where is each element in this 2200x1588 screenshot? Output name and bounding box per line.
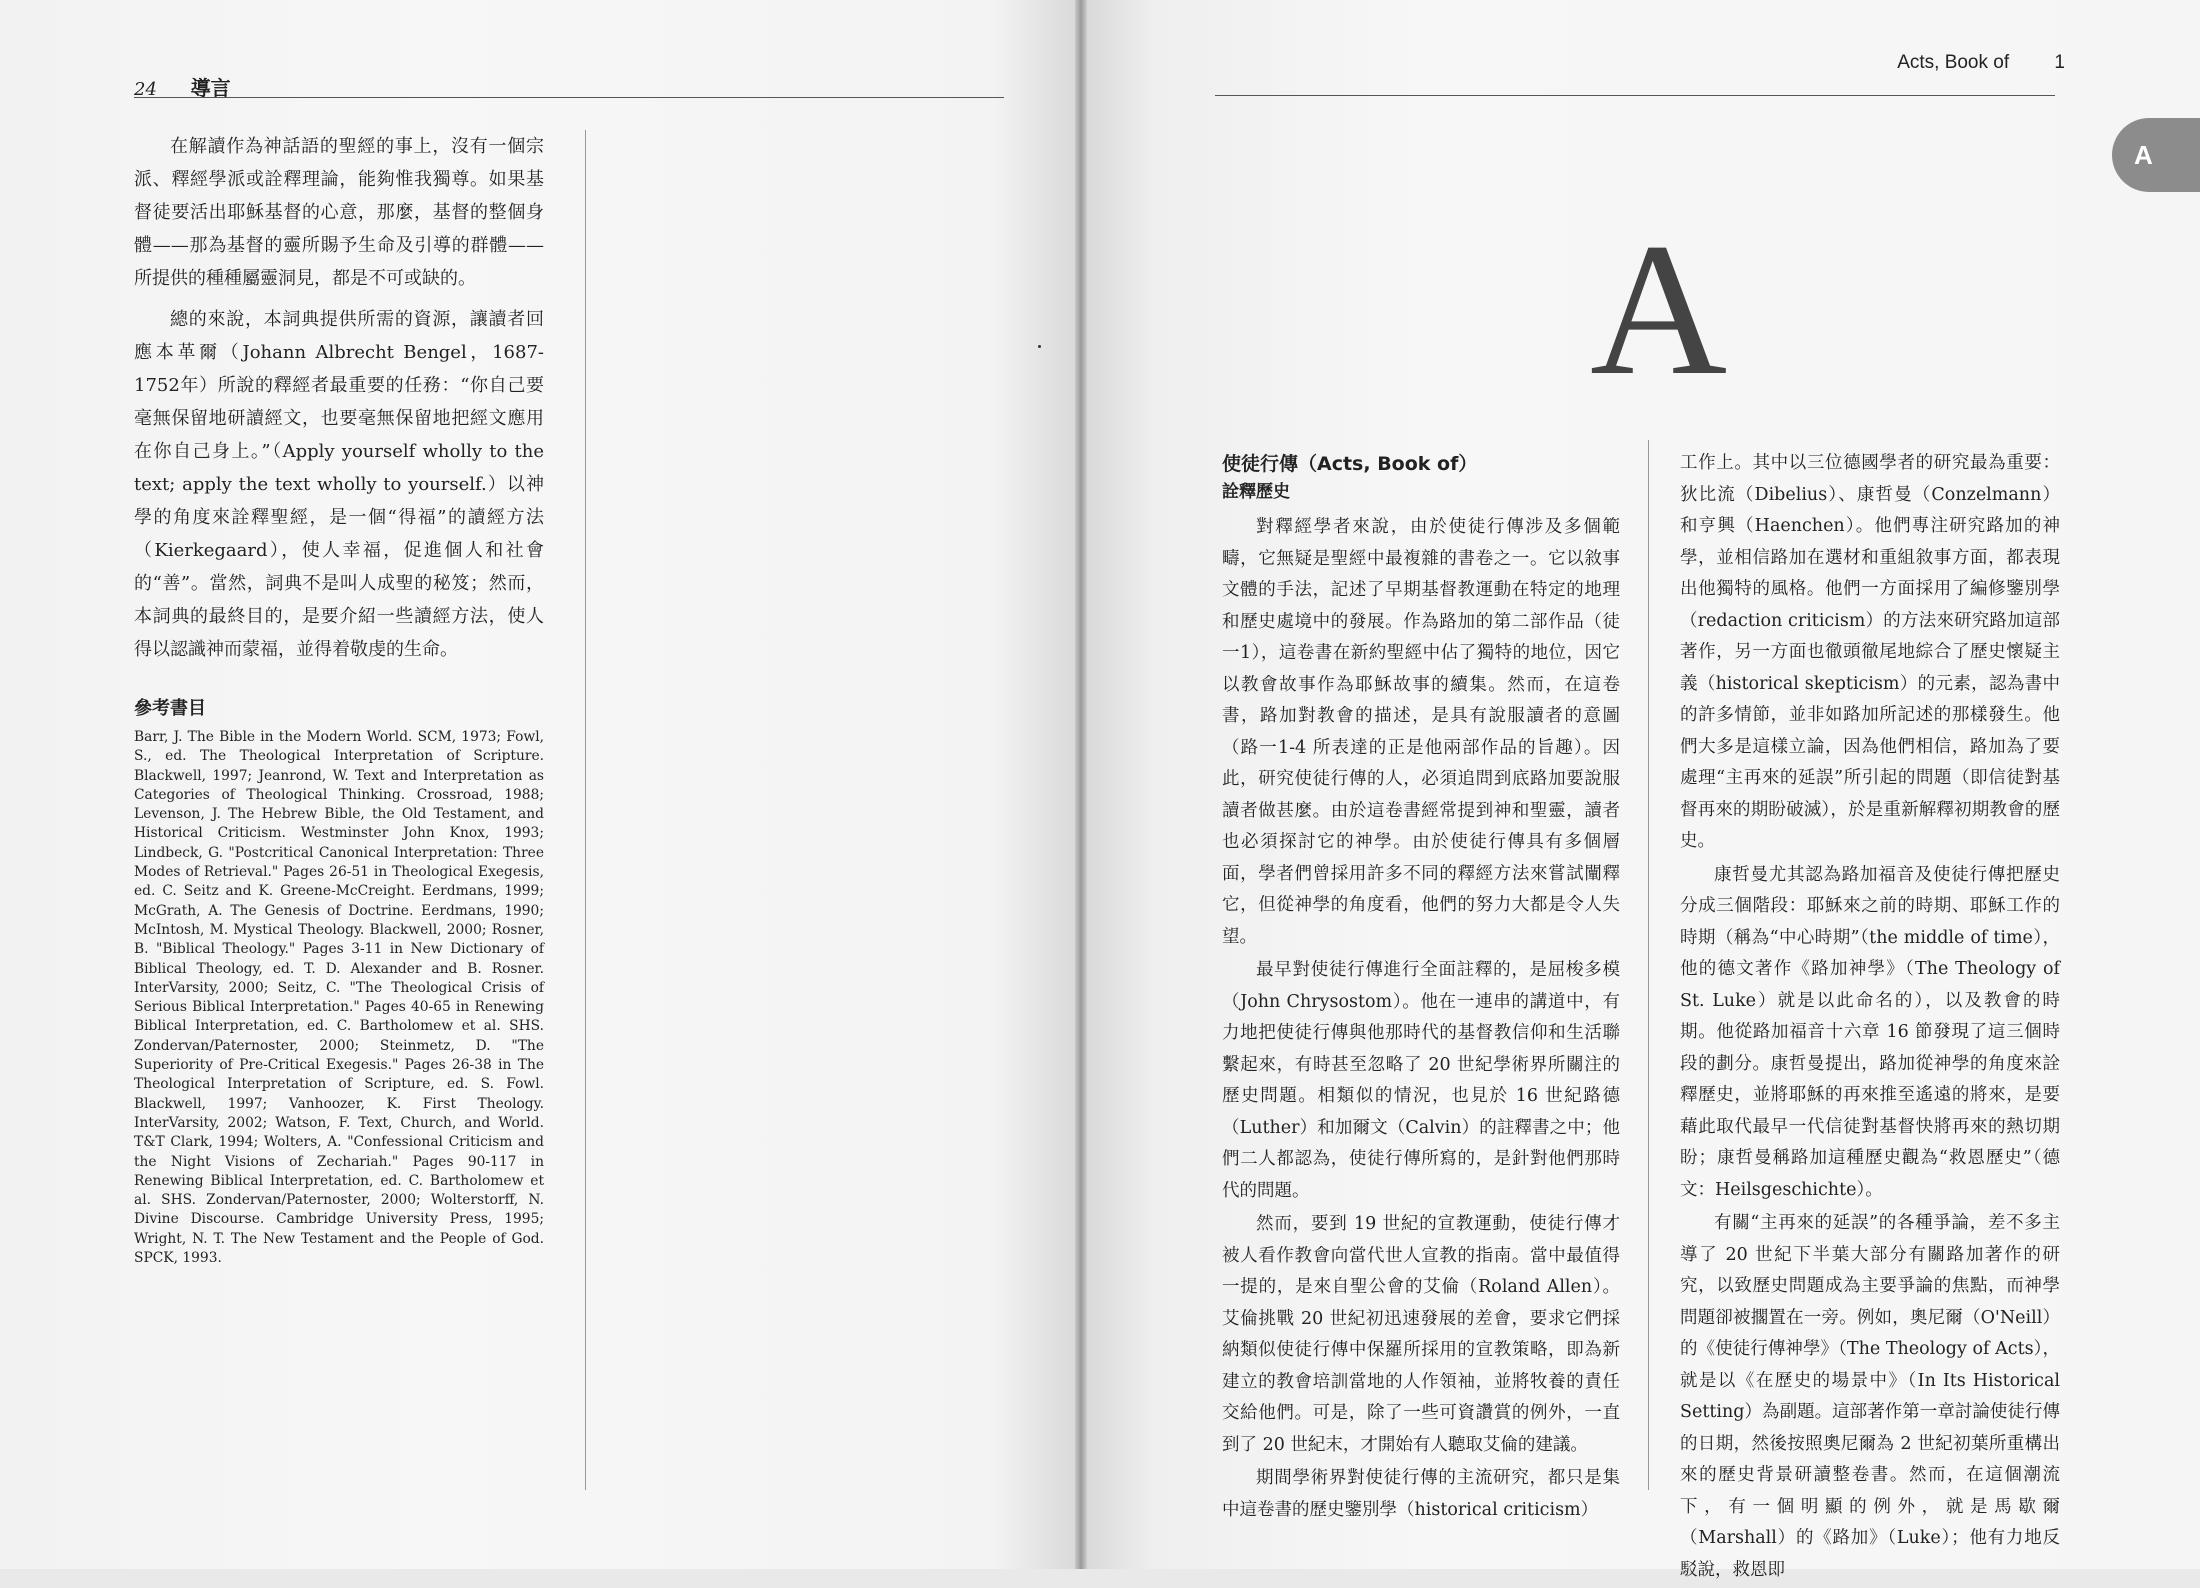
left-page-number: 24 — [134, 79, 157, 100]
entry-title: 使徒行傳（Acts, Book of） — [1222, 453, 1478, 475]
col2-paragraph-3: 有關“主再來的延誤”的各種爭論，差不多主導了 20 世紀下半葉大部分有關路加著作的研究，以致歷史問題成為主要爭論的焦點，而神學問題卻被擱置在一旁。例如，奧尼爾（O'Neill）的《使徒行傳神學》（The Theology of Acts），就是以《在歷史的場景中》（In Its Historical Setting）為副題。這部著作第一章討論使徒行傳的日期，然後按照奧尼爾為 2 世紀初葉所重構出來的歷史背景研讀整卷書。然而，在這個潮流下，有一個明顯的例外，就是馬歇爾（Marshall）的《路加》（Luke）；他有力地反駁說，救恩即 — [1680, 1213, 2060, 1580]
col2-paragraph-1: 工作上。其中以三位德國學者的研究最為重要：狄比流（Dibelius）、康哲曼（Conzelmann）和亨興（Haenchen）。他們專注研究路加的神學，並相信路加在選材和重組敘事方面，都表現出他獨特的風格。他們一方面採用了編修鑒別學（redaction criticism）的方法來研究路加這部著作，另一方面也徹頭徹尾地綜合了歷史懷疑主義（historical skepticism）的元素，認為書中的許多情節，並非如路加所記述的那樣發生。他們大多是這樣立論，因為他們相信，路加為了要處理“主再來的延誤”所引起的問題（即信徒對基督再來的期盼破滅），於是重新解釋初期教會的歷史。 — [1680, 453, 2060, 851]
col1-paragraph-3: 然而，要到 19 世紀的宣教運動，使徒行傳才被人看作教會向當代世人宣教的指南。當中最值得一提的，是來自聖公會的艾倫（Roland Allen）。艾倫挑戰 20 世紀初迅速發展的差會，要求它們採納類似使徒行傳中保羅所採用的宣教策略，即為新建立的教會培訓當地的人作領袖，並將牧養的責任交給他們。可是，除了一些可資讚賞的例外，一直到了 20 世紀末，才開始有人聽取艾倫的建議。 — [1222, 1214, 1620, 1455]
entry-subtitle: 詮釋歷史 — [1222, 482, 1290, 502]
section-letter: A — [1590, 205, 1728, 415]
col1-paragraph-4: 期間學術界對使徒行傳的主流研究，都只是集中這卷書的歷史鑒別學（historical criticism） — [1222, 1468, 1620, 1520]
right-page-number: 1 — [2054, 52, 2065, 73]
right-column-divider — [1648, 440, 1649, 1490]
right-header-rule — [1215, 95, 2055, 96]
left-main-column — [134, 130, 544, 1268]
left-column-divider — [585, 130, 586, 1490]
left-header-rule — [134, 97, 1004, 98]
book-gutter — [1075, 0, 1087, 1569]
right-column-1 — [1222, 450, 1620, 1528]
left-running-head-title: 導言 — [190, 76, 231, 100]
references-heading: 參考書目 — [134, 698, 206, 719]
col2-paragraph-2: 康哲曼尤其認為路加福音及使徒行傳把歷史分成三個階段：耶穌來之前的時期、耶穌工作的時期（稱為“中心時期”（the middle of time），他的德文著作《路加神學》（The Theology of St. Luke）就是以此命名的），以及教會的時期。他從路加福音十六章 16 節發現了這三個時段的劃分。康哲曼提出，路加從神學的角度來詮釋歷史，並將耶穌的再來推至遙遠的將來，是要藉此取代最早一代信徒對基督快將再來的熱切期盼；康哲曼稱路加這種歷史觀為“救恩歷史”（德文：Heilsgeschichte）。 — [1680, 864, 2060, 1200]
left-paragraph-2: 總的來說，本詞典提供所需的資源，讓讀者回應本革爾（Johann Albrecht Bengel，1687-1752年）所說的釋經者最重要的任務：“你自己要毫無保留地研讀經文，也要毫無保留地把經文應用在你自己身上。”（Apply yourself wholly to the text; apply the text wholly to yourself.）以神學的角度來詮釋聖經，是一個“得福”的讀經方法（Kierkegaard），使人幸福，促進個人和社會的“善”。當然，詞典不是叫人成聖的秘笈；然而，本詞典的最終目的，是要介紹一些讀經方法，使人得以認識神而蒙福，並得着敬虔的生命。 — [134, 309, 544, 660]
right-column-2 — [1680, 448, 2060, 1588]
speck — [1038, 345, 1041, 348]
col1-paragraph-2: 最早對使徒行傳進行全面註釋的，是屈梭多模（John Chrysostom）。他在一連串的講道中，有力地把使徒行傳與他那時代的基督教信仰和生活聯繫起來，有時甚至忽略了 20 世紀學術界所關注的歷史問題。相類似的情況，也見於 16 世紀路德（Luther）和加爾文（Calvin）的註釋書之中；他們二人都認為，使徒行傳所寫的，是針對他們那時代的問題。 — [1222, 960, 1620, 1201]
right-running-header — [1897, 52, 2065, 74]
left-paragraph-1: 在解讀作為神話語的聖經的事上，沒有一個宗派、釋經學派或詮釋理論，能夠惟我獨尊。如果基督徒要活出耶穌基督的心意，那麼，基督的整個身體——那為基督的靈所賜予生命及引導的群體——所提供的種種屬靈洞見，都是不可或缺的。 — [134, 136, 544, 289]
col1-paragraph-1: 對釋經學者來說，由於使徒行傳涉及多個範疇，它無疑是聖經中最複雜的書卷之一。它以敘事文體的手法，記述了早期基督教運動在特定的地理和歷史處境中的發展。作為路加的第二部作品（徒一1），這卷書在新約聖經中佔了獨特的地位，因它以教會故事作為耶穌故事的續集。然而，在這卷書，路加對教會的描述，是具有說服讀者的意圖（路一1-4 所表達的正是他兩部作品的旨趣）。因此，研究使徒行傳的人，必須追問到底路加要說服讀者做甚麼。由於這卷書經常提到神和聖靈，讀者也必須探討它的神學。由於使徒行傳具有多個層面，學者們曾採用許多不同的釋經方法來嘗試闡釋它，但從神學的角度看，他們的努力大都是令人失望。 — [1222, 517, 1620, 947]
bleed-through-text — [640, 130, 1020, 1490]
right-running-head-title: Acts, Book of — [1897, 52, 2010, 73]
references-list: Barr, J. The Bible in the Modern World. SCM, 1973; Fowl, S., ed. The Theological Interpretation of Scripture. Blackwell, 1997; Jeanrond, W. Text and Interpretation as Categories of Theological Thinking. Crossroad, 1988; Levenson, J. The Hebrew Bible, the Old Testament, and Historical Criticism. Westminster John Knox, 1993; Lindbeck, G. "Postcritical Canonical Interpretation: Three Modes of Retrieval." Pages 26-51 in Theological Exegesis, ed. C. Seitz and K. Greene-McCreight. Eerdmans, 1999; McGrath, A. The Genesis of Doctrine. Eerdmans, 1990; McIntosh, M. Mystical Theology. Blackwell, 2000; Rosner, B. "Biblical Theology." Pages 3-11 in New Dictionary of Biblical Theology, ed. T. D. Alexander and B. Rosner. InterVarsity, 2000; Seitz, C. "The Theological Crisis of Serious Biblical Interpretation." Pages 40-65 in Renewing Biblical Interpretation, ed. C. Bartholomew et al. SHS. Zondervan/Paternoster, 2000; Steinmetz, D. "The Superiority of Pre-Critical Exegesis." Pages 26-38 in The Theological Interpretation of Scripture, ed. S. Fowl. Blackwell, 1997; Vanhoozer, K. First Theology. InterVarsity, 2002; Watson, F. Text, Church, and World. T&T Clark, 1994; Wolters, A. "Confessional Criticism and the Night Visions of Zechariah." Pages 90-117 in Renewing Biblical Interpretation, ed. C. Bartholomew et al. SHS. Zondervan/Paternoster, 2000; Wolterstorff, N. Divine Discourse. Cambridge University Press, 1995; Wright, N. T. The New Testament and the People of God. SPCK, 1993. — [134, 729, 544, 1267]
thumb-index-tab: A — [2112, 118, 2200, 192]
